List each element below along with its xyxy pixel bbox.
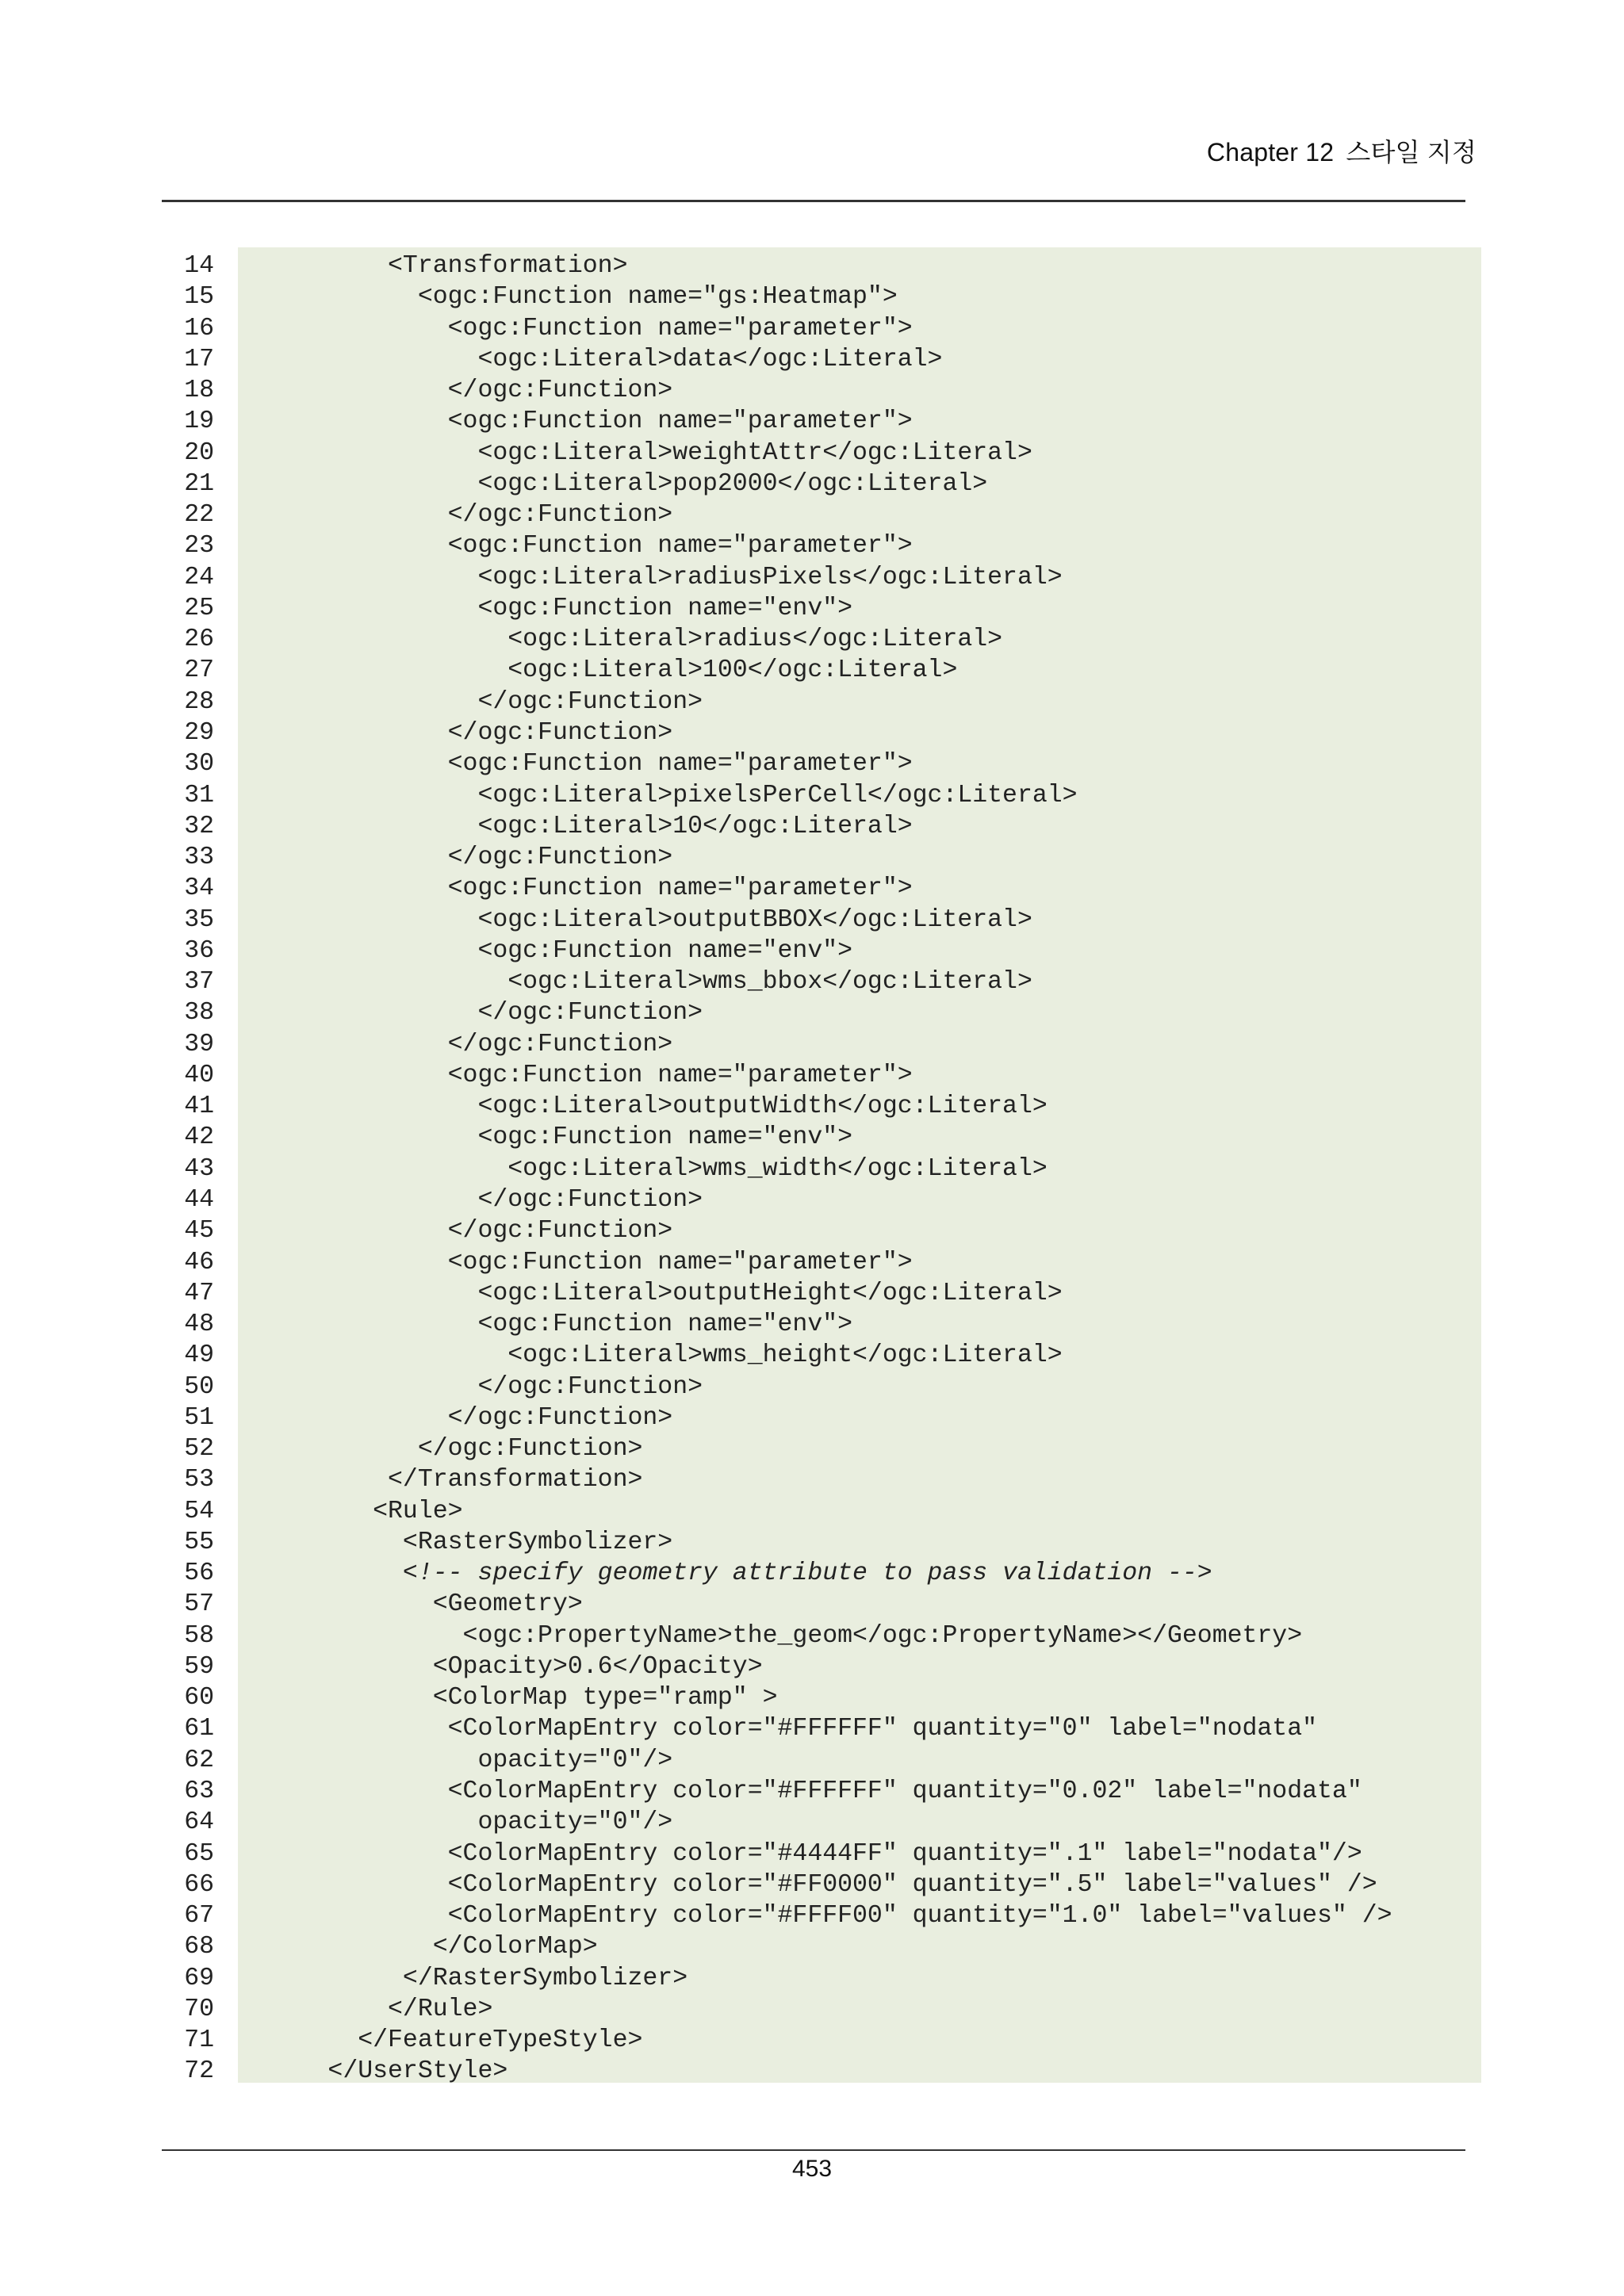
line-number-gutter	[157, 247, 238, 2087]
code-line: </ogc:Function>	[238, 1030, 673, 1058]
code-line: <ogc:Function name="parameter">	[238, 408, 913, 436]
line-number: 46	[184, 1248, 214, 1276]
code-line: <ColorMapEntry color="#4444FF" quantity=".1" label="nodata"/>	[238, 1839, 1362, 1868]
line-number: 59	[184, 1652, 214, 1681]
code-line: </Transformation>	[238, 1466, 643, 1494]
code-line: <ogc:Literal>data</ogc:Literal>	[238, 345, 943, 373]
line-number: 15	[184, 283, 214, 312]
line-number: 25	[184, 594, 214, 622]
line-number: 33	[184, 844, 214, 872]
code-line: </ogc:Function>	[238, 501, 673, 530]
code-line: <ogc:Function name="env">	[238, 1123, 853, 1152]
line-number: 19	[184, 408, 214, 436]
line-number: 65	[184, 1839, 214, 1868]
code-line: </ogc:Function>	[238, 999, 703, 1027]
line-number: 32	[184, 812, 214, 840]
line-number: 24	[184, 563, 214, 591]
code-line: <ogc:PropertyName>the_geom</ogc:PropertyName></Geometry>	[238, 1621, 1303, 1650]
code-line: <ogc:Literal>100</ogc:Literal>	[238, 656, 958, 685]
code-line: </ogc:Function>	[238, 718, 673, 747]
line-number: 35	[184, 905, 214, 934]
line-number: 64	[184, 1808, 214, 1837]
chapter-title: 스타일 지정	[1346, 138, 1477, 166]
code-line: <ogc:Literal>outputHeight</ogc:Literal>	[238, 1279, 1063, 1307]
line-number: 17	[184, 345, 214, 373]
line-number: 71	[184, 2026, 214, 2055]
line-number: 52	[184, 1435, 214, 1464]
line-number: 20	[184, 438, 214, 467]
page-number: 453	[791, 2156, 833, 2182]
header-divider	[162, 200, 1465, 202]
line-number: 43	[184, 1154, 214, 1183]
line-number: 67	[184, 1902, 214, 1931]
code-line: </ogc:Function>	[238, 1217, 673, 1246]
code-line: <Rule>	[238, 1497, 463, 1525]
code-line: opacity="0"/>	[238, 1746, 673, 1774]
line-number: 45	[184, 1217, 214, 1246]
line-number: 54	[184, 1497, 214, 1525]
code-line: </ogc:Function>	[238, 377, 673, 405]
code-line: <ogc:Literal>wms_height</ogc:Literal>	[238, 1341, 1063, 1370]
code-line: <ogc:Literal>outputBBOX</ogc:Literal>	[238, 905, 1032, 934]
code-line: <ogc:Function name="env">	[238, 936, 853, 965]
code-line: <RasterSymbolizer>	[238, 1528, 673, 1556]
code-line: <ogc:Function name="parameter">	[238, 314, 913, 342]
line-number: 56	[184, 1559, 214, 1588]
line-number: 31	[184, 781, 214, 809]
code-line: </UserStyle>	[238, 2057, 508, 2086]
code-line: <ColorMapEntry color="#FFFFFF" quantity="0.02" label="nodata"	[238, 1777, 1362, 1806]
code-line: <ogc:Function name="parameter">	[238, 874, 913, 903]
line-number: 72	[184, 2057, 214, 2086]
code-listing	[157, 247, 1475, 2086]
line-number: 68	[184, 1933, 214, 1961]
line-number: 53	[184, 1466, 214, 1494]
code-line: </FeatureTypeStyle>	[238, 2026, 643, 2055]
code-line: <ogc:Literal>radiusPixels</ogc:Literal>	[238, 563, 1063, 591]
code-line: <ogc:Literal>pop2000</ogc:Literal>	[238, 469, 988, 498]
line-number: 40	[184, 1061, 214, 1089]
code-line: <ogc:Function name="parameter">	[238, 532, 913, 561]
code-line: </ogc:Function>	[238, 687, 703, 716]
line-number: 27	[184, 656, 214, 685]
line-number: 22	[184, 501, 214, 530]
line-number: 39	[184, 1030, 214, 1058]
line-number: 30	[184, 750, 214, 779]
code-line: <ogc:Literal>wms_bbox</ogc:Literal>	[238, 968, 1032, 997]
code-comment-line: <!-- specify geometry attribute to pass validation -->	[238, 1559, 1212, 1588]
code-line: <ogc:Literal>radius</ogc:Literal>	[238, 626, 1003, 654]
line-number: 66	[184, 1870, 214, 1899]
line-number: 61	[184, 1715, 214, 1743]
code-line: opacity="0"/>	[238, 1808, 673, 1837]
code-line: <ogc:Literal>outputWidth</ogc:Literal>	[238, 1093, 1048, 1121]
line-number: 14	[184, 252, 214, 280]
line-number: 70	[184, 1995, 214, 2023]
line-number: 48	[184, 1311, 214, 1339]
line-number: 62	[184, 1746, 214, 1774]
line-number: 57	[184, 1590, 214, 1619]
line-number: 23	[184, 532, 214, 561]
code-line: <ogc:Function name="env">	[238, 1311, 853, 1339]
code-line: <ogc:Function name="gs:Heatmap">	[238, 283, 898, 312]
code-line: <Transformation>	[238, 252, 628, 280]
code-line: </ogc:Function>	[238, 1185, 703, 1214]
code-line: <ogc:Literal>wms_width</ogc:Literal>	[238, 1154, 1048, 1183]
line-number: 50	[184, 1372, 214, 1401]
line-number: 38	[184, 999, 214, 1027]
code-line: </ogc:Function>	[238, 1435, 643, 1464]
line-number: 69	[184, 1964, 214, 1992]
code-line: <ColorMapEntry color="#FF0000" quantity=".5" label="values" />	[238, 1870, 1377, 1899]
code-line: <ogc:Function name="parameter">	[238, 750, 913, 779]
code-line: </ColorMap>	[238, 1933, 598, 1961]
line-number: 37	[184, 968, 214, 997]
code-line: <ogc:Literal>10</ogc:Literal>	[238, 812, 913, 840]
line-number: 34	[184, 874, 214, 903]
line-number: 60	[184, 1684, 214, 1712]
code-line: <Opacity>0.6</Opacity>	[238, 1652, 763, 1681]
code-line: <ogc:Literal>pixelsPerCell</ogc:Literal>	[238, 781, 1078, 809]
line-number: 26	[184, 626, 214, 654]
line-number: 18	[184, 377, 214, 405]
line-number: 16	[184, 314, 214, 342]
code-line: </ogc:Function>	[238, 1372, 703, 1401]
line-number: 29	[184, 718, 214, 747]
code-line: <ogc:Function name="env">	[238, 594, 853, 622]
line-number: 47	[184, 1279, 214, 1307]
code-line: <ogc:Function name="parameter">	[238, 1248, 913, 1276]
line-number: 51	[184, 1403, 214, 1432]
code-body	[238, 247, 1481, 2087]
line-number: 49	[184, 1341, 214, 1370]
line-number: 41	[184, 1093, 214, 1121]
line-number: 58	[184, 1621, 214, 1650]
code-line: <ogc:Literal>weightAttr</ogc:Literal>	[238, 438, 1032, 467]
chapter-label: Chapter 12	[1206, 138, 1335, 166]
code-line: <Geometry>	[238, 1590, 583, 1619]
line-number: 36	[184, 936, 214, 965]
code-line: <ColorMap type="ramp" >	[238, 1684, 778, 1712]
code-line: </Rule>	[238, 1995, 493, 2023]
line-number: 21	[184, 469, 214, 498]
chapter-header	[1207, 136, 1477, 168]
line-number: 42	[184, 1123, 214, 1152]
code-line: <ogc:Function name="parameter">	[238, 1061, 913, 1089]
code-line: <ColorMapEntry color="#FFFF00" quantity="1.0" label="values" />	[238, 1902, 1392, 1931]
code-line: <ColorMapEntry color="#FFFFFF" quantity="0" label="nodata"	[238, 1715, 1318, 1743]
code-line: </ogc:Function>	[238, 1403, 673, 1432]
code-line: </ogc:Function>	[238, 844, 673, 872]
line-number: 63	[184, 1777, 214, 1806]
footer-divider	[162, 2149, 1465, 2151]
line-number: 28	[184, 687, 214, 716]
line-number: 44	[184, 1185, 214, 1214]
code-line: </RasterSymbolizer>	[238, 1964, 688, 1992]
line-number: 55	[184, 1528, 214, 1556]
